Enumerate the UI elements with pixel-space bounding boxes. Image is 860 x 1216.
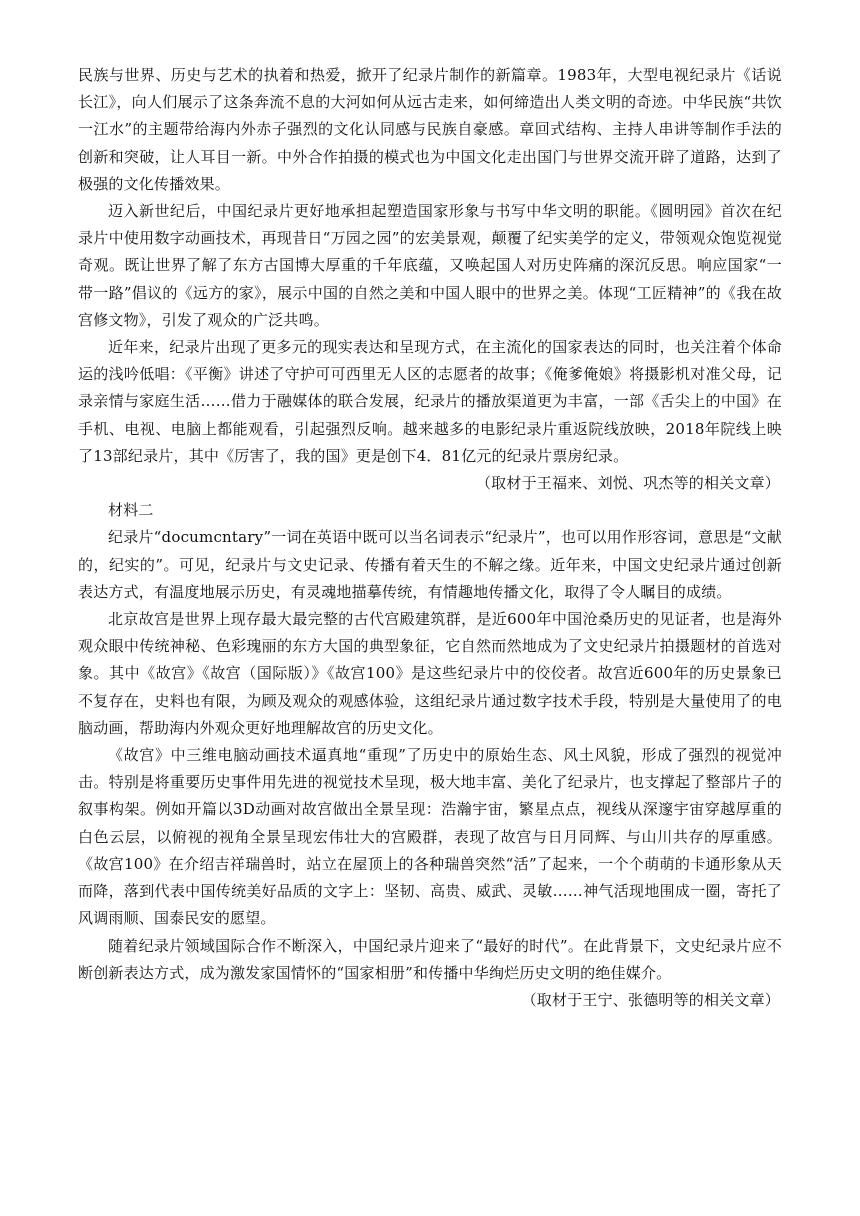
source-citation-material-two: （取材于王宁、张德明等的相关文章） [521, 990, 780, 1009]
source-citation-material-one: （取材于王福来、刘悦、巩杰等的相关文章） [475, 474, 780, 493]
paragraph-3d-animation: 《故宫》中三维电脑动画技术逼真地“重现”了历史中的原始生态、风土风貌，形成了强烈的视觉冲击。特别是将重要历史事件用先进的视觉技术呈现，极大地丰富、美化了纪录片，也支撑起了整部片子的叙事构架。例如开篇以3D动画对故宫做出全景呈现：浩瀚宇宙，繁星点点，视线从深邃宇宙穿越厚重的白色云层，以俯视的视角全景呈现宏伟壮大的宫殿群，表现了故宫与日月同辉、与山川共存的厚重感。《故宫100》在介绍吉祥瑞兽时，站立在屋顶上的各种瑞兽突然“活”了起来，一个个萌萌的卡通形象从天而降，落到代表中国传统美好品质的文字上：坚韧、高贵、威武、灵敏……神气活现地围成一圈，寄托了风调雨顺、国泰民安的愿望。 [78, 746, 782, 928]
paragraph-intro-continued: 民族与世界、历史与艺术的执着和热爱，掀开了纪录片制作的新篇章。1983年，大型电视纪录片《话说长江》，向人们展示了这条奔流不息的大河如何从远古走来，如何缔造出人类文明的奇迹。中华民族“共饮一江水”的主题带给海内外赤子强烈的文化认同感与民族自豪感。章回式结构、主持人串讲等制作手法的创新和突破，让人耳目一新。中外合作拍摄的模式也为中国文化走出国门与世界交流开辟了道路，达到了极强的文化传播效果。 [78, 66, 782, 193]
paragraph-recent-years: 近年来，纪录片出现了更多元的现实表达和呈现方式，在主流化的国家表达的同时，也关注着个体命运的浅吟低唱：《平衡》讲述了守护可可西里无人区的志愿者的故事；《俺爹俺娘》将摄影机对准父母，记录亲情与家庭生活……借力于融媒体的联合发展，纪录片的播放渠道更为丰富，一部《舌尖上的中国》在手机、电视、电脑上都能观看，引起强烈反响。越来越多的电影纪录片重返院线放映，2018年院线上映了13部纪录片，其中《厉害了，我的国》更是创下4．81亿元的纪录片票房纪录。 [78, 338, 782, 465]
paragraph-conclusion: 随着纪录片领域国际合作不断深入，中国纪录片迎来了“最好的时代”。在此背景下，文史纪录片应不断创新表达方式，成为激发家国情怀的“国家相册”和传播中华绚烂历史文明的绝佳媒介。 [78, 936, 782, 982]
paragraph-documentary-definition: 纪录片“documcntary”一词在英语中既可以当名词表示“纪录片”，也可以用作形容词，意思是“文献的，纪实的”。可见，纪录片与文史记录、传播有着天生的不解之缘。近年来，中国文史纪录片通过创新表达方式，有温度地展示历史，有灵魂地描摹传统，有情趣地传播文化，取得了令人瞩目的成绩。 [78, 528, 782, 601]
material-two-heading: 材料二 [108, 501, 154, 520]
document-page [78, 62, 782, 1014]
paragraph-forbidden-city: 北京故宫是世界上现存最大最完整的古代宫殿建筑群，是近600年中国沧桑历史的见证者，也是海外观众眼中传统神秘、色彩瑰丽的东方大国的典型象征，它自然而然地成为了文史纪录片拍摄题材的首选对象。其中《故宫》《故宫（国际版）》《故宫100》是这些纪录片中的佼佼者。故宫近600年的历史景象已不复存在，史料也有限，为顾及观众的观感体验，这组纪录片通过数字技术手段，特别是大量使用了的电脑动画，帮助海内外观众更好地理解故宫的历史文化。 [78, 610, 782, 737]
paragraph-new-century: 迈入新世纪后，中国纪录片更好地承担起塑造国家形象与书写中华文明的职能。《圆明园》首次在纪录片中使用数字动画技术，再现昔日“万园之园”的宏美景观，颠覆了纪实美学的定义，带领观众饱览视觉奇观。既让世界了解了东方古国博大厚重的千年底蕴，又唤起国人对历史阵痛的深沉反思。响应国家“一带一路”倡议的《远方的家》，展示中国的自然之美和中国人眼中的世界之美。体现“工匠精神”的《我在故宫修文物》，引发了观众的广泛共鸣。 [78, 202, 782, 329]
